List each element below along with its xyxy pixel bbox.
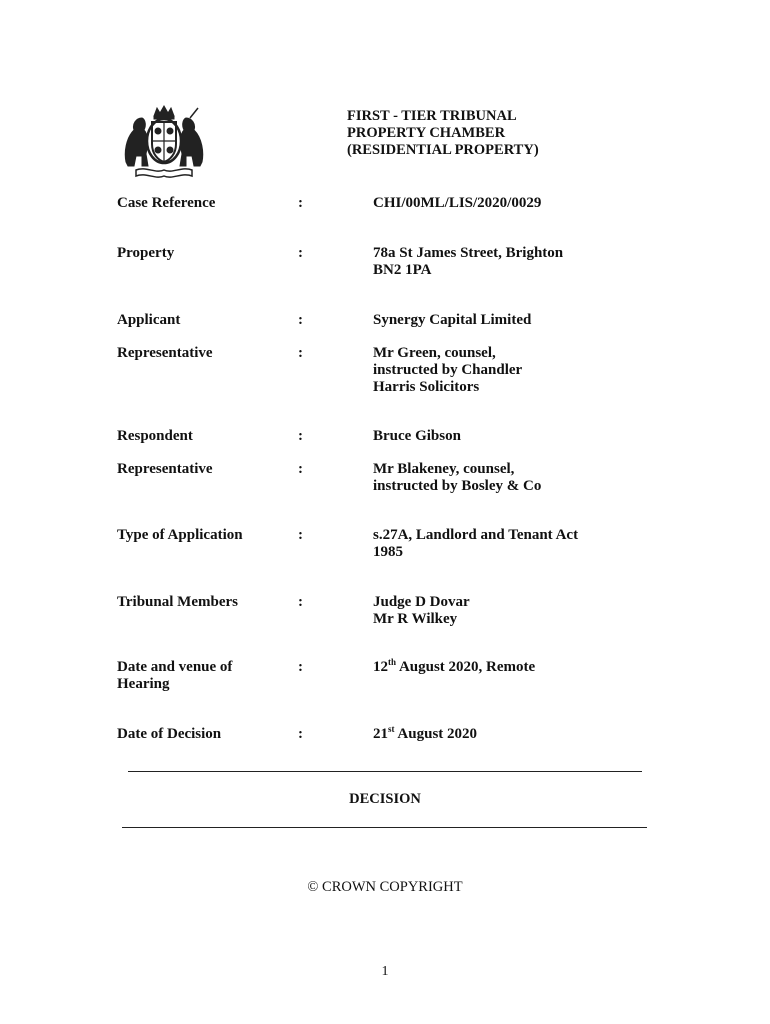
field-value	[373, 195, 663, 212]
date-day: 21	[373, 726, 388, 742]
value-line: Mr Blakeney, counsel,	[373, 461, 515, 477]
field-value	[373, 428, 663, 445]
field-colon: :	[298, 428, 303, 444]
value-line: s.27A, Landlord and Tenant Act	[373, 527, 579, 543]
field-label: Representative	[117, 461, 213, 477]
field-colon: :	[298, 461, 303, 477]
field-label: Case Reference	[117, 195, 216, 211]
value-line: Mr Green, counsel,	[373, 345, 496, 361]
value-line: Harris Solicitors	[373, 379, 480, 395]
field-colon: :	[298, 245, 303, 261]
date-suffix: th	[388, 657, 397, 667]
field-label: Date of Decision	[117, 726, 222, 742]
divider-bottom	[122, 827, 647, 828]
field-label: Applicant	[117, 312, 181, 328]
tribunal-line-1: FIRST - TIER TRIBUNAL	[347, 108, 517, 124]
field-label: Respondent	[117, 428, 193, 444]
value-line: Mr R Wilkey	[373, 611, 458, 627]
crown-copyright: © CROWN COPYRIGHT	[307, 879, 463, 895]
label-line: Hearing	[117, 676, 170, 692]
value-line: 78a St James Street, Brighton	[373, 245, 564, 261]
field-value	[373, 659, 663, 676]
value-line: Bruce Gibson	[373, 428, 461, 444]
field-value	[373, 594, 663, 628]
field-colon: :	[298, 312, 303, 328]
field-label: Type of Application	[117, 527, 243, 543]
field-value	[373, 245, 663, 279]
tribunal-heading	[347, 108, 539, 159]
field-label: Tribunal Members	[117, 594, 238, 610]
field-label: Property	[117, 245, 175, 261]
tribunal-line-3: (RESIDENTIAL PROPERTY)	[347, 142, 539, 158]
value-line: Synergy Capital Limited	[373, 312, 532, 328]
field-colon: :	[298, 594, 303, 610]
field-value	[373, 527, 663, 561]
field-label: Representative	[117, 345, 213, 361]
label-line: Date and venue of	[117, 659, 233, 675]
tribunal-line-2: PROPERTY CHAMBER	[347, 125, 506, 141]
field-value	[373, 726, 663, 743]
divider-top	[128, 771, 642, 772]
field-colon: :	[298, 195, 303, 211]
decision-heading: DECISION	[349, 791, 421, 807]
field-value	[373, 345, 663, 396]
value-line: instructed by Chandler	[373, 362, 523, 378]
date-rest: August 2020	[394, 726, 478, 742]
value-line: Judge D Dovar	[373, 594, 470, 610]
value-line: instructed by Bosley & Co	[373, 478, 542, 494]
value-line: CHI/00ML/LIS/2020/0029	[373, 195, 542, 211]
field-colon: :	[298, 659, 303, 675]
field-value	[373, 461, 663, 495]
value-line: 1985	[373, 544, 403, 560]
field-label	[117, 659, 287, 693]
field-colon: :	[298, 726, 303, 742]
field-value	[373, 312, 663, 329]
date-day: 12	[373, 659, 388, 675]
field-colon: :	[298, 527, 303, 543]
page-number: 1	[381, 964, 389, 979]
field-colon: :	[298, 345, 303, 361]
value-line: BN2 1PA	[373, 262, 432, 278]
date-suffix: st	[388, 724, 395, 734]
date-rest: August 2020, Remote	[396, 659, 536, 675]
royal-coat-of-arms-icon	[116, 104, 212, 180]
